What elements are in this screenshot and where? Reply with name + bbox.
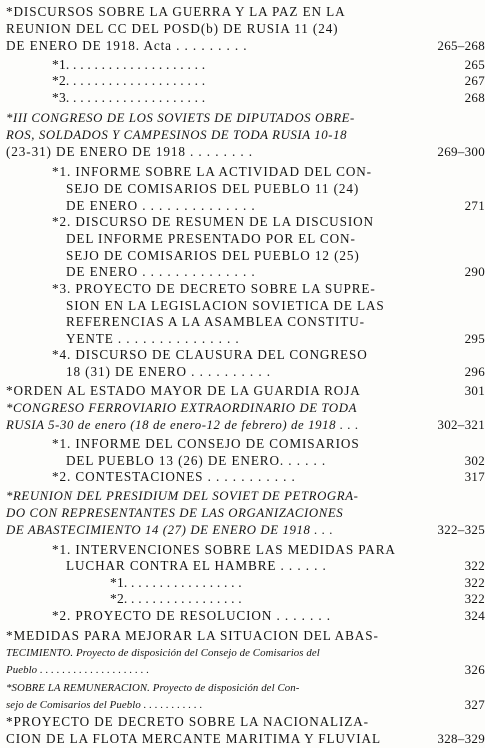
toc-page-number: 322 bbox=[464, 558, 485, 573]
toc-line-text: *2. . . . . . . . . . . . . . . . . . . . bbox=[52, 73, 206, 88]
toc-page-number: 265–268 bbox=[437, 38, 485, 53]
toc-line-text: *2. CONTESTACIONES . . . . . . . . . . . bbox=[52, 469, 296, 484]
toc-line-text: YENTE . . . . . . . . . . . . . . . bbox=[66, 331, 240, 346]
toc-page-number: 301 bbox=[464, 383, 485, 398]
toc-page-number: 328–329 bbox=[437, 731, 485, 746]
toc-line-text: TECIMIENTO. Proyecto de disposición del Consejo de Comisarios del bbox=[6, 647, 320, 659]
toc-line-text: DO CON REPRESENTANTES DE LAS ORGANIZACIONES bbox=[6, 506, 344, 520]
toc-page-number: 265 bbox=[464, 57, 485, 72]
toc-line-text: REUNION DEL CC DEL POSD(b) DE RUSIA 11 (24) bbox=[6, 21, 339, 36]
toc-page-number: 324 bbox=[464, 608, 485, 623]
toc-page-number: 296 bbox=[464, 364, 485, 379]
toc-line-text: *SOBRE LA REMUNERACION. Proyecto de disposición del Con- bbox=[6, 682, 300, 694]
toc-line-text: *1. . . . . . . . . . . . . . . . . . . . bbox=[52, 57, 206, 72]
toc-line-text: *PROYECTO DE DECRETO SOBRE LA NACIONALIZA- bbox=[6, 714, 369, 729]
toc-page-number: 302 bbox=[464, 453, 485, 468]
toc-page-number: 326 bbox=[464, 662, 485, 677]
toc-page-number: 268 bbox=[464, 90, 485, 105]
toc-page-number: 271 bbox=[464, 198, 485, 213]
toc-line-text: DEL PUEBLO 13 (26) DE ENERO. . . . . . bbox=[66, 453, 327, 468]
toc-line-text: SEJO DE COMISARIOS DEL PUEBLO 11 (24) bbox=[66, 181, 360, 196]
toc-line-text: *1. INTERVENCIONES SOBRE LAS MEDIDAS PARA bbox=[52, 542, 396, 557]
toc-line-text: CION DE LA FLOTA MERCANTE MARITIMA Y FLUVIAL bbox=[6, 731, 381, 746]
toc-line-text: SION EN LA LEGISLACION SOVIETICA DE LAS bbox=[66, 298, 385, 313]
toc-line-text: *DISCURSOS SOBRE LA GUERRA Y LA PAZ EN LA bbox=[6, 4, 346, 19]
toc-page-number: 290 bbox=[464, 264, 485, 279]
toc-page-number: 269–300 bbox=[437, 144, 485, 159]
toc-page-number: 322–325 bbox=[437, 522, 485, 537]
toc-line-text: ROS, SOLDADOS Y CAMPESINOS DE TODA RUSIA 10-18 bbox=[6, 128, 348, 142]
toc-line-text: *3. . . . . . . . . . . . . . . . . . . . bbox=[52, 90, 206, 105]
toc-line-text: LUCHAR CONTRA EL HAMBRE . . . . . . bbox=[66, 558, 327, 573]
toc-line-text: Pueblo . . . . . . . . . . . . . . . . . . . . bbox=[6, 664, 150, 676]
toc-line-text: *2. PROYECTO DE RESOLUCION . . . . . . . bbox=[52, 608, 332, 623]
toc-line-text: *REUNION DEL PRESIDIUM DEL SOVIET DE PETROGRA- bbox=[6, 489, 359, 503]
toc-line-text: *3. PROYECTO DE DECRETO SOBRE LA SUPRE- bbox=[52, 281, 376, 296]
toc-line-text: *2. DISCURSO DE RESUMEN DE LA DISCUSION bbox=[52, 214, 374, 229]
toc-page-number: 327 bbox=[464, 697, 485, 712]
toc-page-number: 302–321 bbox=[437, 417, 485, 432]
toc-line-text: *1. . . . . . . . . . . . . . . . . bbox=[110, 575, 242, 590]
toc-line-text: *1. INFORME SOBRE LA ACTIVIDAD DEL CON- bbox=[52, 164, 372, 179]
toc-line-text: DE ENERO . . . . . . . . . . . . . . bbox=[66, 198, 256, 213]
toc-line-text: *4. DISCURSO DE CLAUSURA DEL CONGRESO bbox=[52, 347, 368, 362]
toc-line-text: *CONGRESO FERROVIARIO EXTRAORDINARIO DE TODA bbox=[6, 401, 358, 415]
toc-page-number: 322 bbox=[464, 575, 485, 590]
toc-line-text: (23-31) DE ENERO DE 1918 . . . . . . . . bbox=[6, 144, 253, 159]
toc-line-text: RUSIA 5-30 de enero (18 de enero-12 de febrero) de 1918 . . . bbox=[6, 418, 359, 432]
toc-line-text: DE ENERO . . . . . . . . . . . . . . bbox=[66, 264, 256, 279]
toc-line-text: REFERENCIAS A LA ASAMBLEA CONSTITU- bbox=[66, 314, 365, 329]
toc-line-text: DE ABASTECIMIENTO 14 (27) DE ENERO DE 1918 . . . bbox=[6, 523, 334, 537]
toc-line-text: DE ENERO DE 1918. Acta . . . . . . . . . bbox=[6, 38, 248, 53]
toc-line-text: *MEDIDAS PARA MEJORAR LA SITUACION DEL ABAS- bbox=[6, 628, 379, 643]
toc-line-text: DEL INFORME PRESENTADO POR EL CON- bbox=[66, 231, 356, 246]
toc-page-number: 267 bbox=[464, 73, 485, 88]
toc-line-text: sejo de Comisarios del Pueblo . . . . . . . . . . . bbox=[6, 699, 203, 711]
toc-page-number: 322 bbox=[464, 591, 485, 606]
toc-page-number: 317 bbox=[464, 469, 485, 484]
toc-line-text: *1. INFORME DEL CONSEJO DE COMISARIOS bbox=[52, 436, 360, 451]
toc-line-text: *ORDEN AL ESTADO MAYOR DE LA GUARDIA ROJA bbox=[6, 383, 361, 398]
toc-line-text: 18 (31) DE ENERO . . . . . . . . . . bbox=[66, 364, 271, 379]
toc-line-text: *III CONGRESO DE LOS SOVIETS DE DIPUTADOS OBRE- bbox=[6, 111, 355, 125]
toc-line-text: *2. . . . . . . . . . . . . . . . . bbox=[110, 591, 242, 606]
toc-page-number: 295 bbox=[464, 331, 485, 346]
toc-line-text: SEJO DE COMISARIOS DEL PUEBLO 12 (25) bbox=[66, 248, 360, 263]
